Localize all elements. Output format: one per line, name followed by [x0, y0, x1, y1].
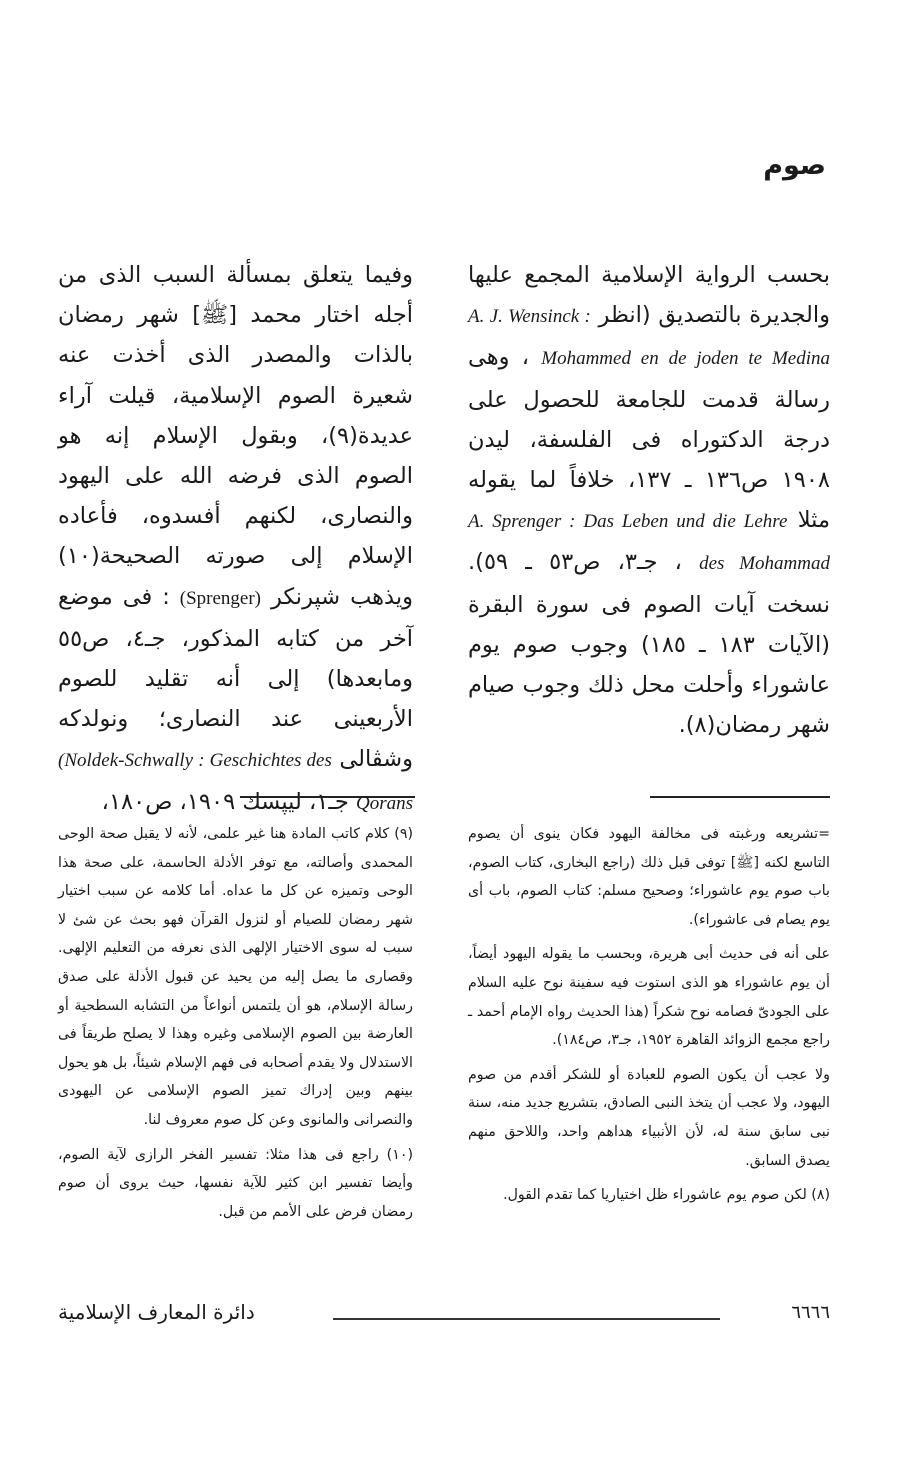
page-number: ٦٦٦٦ [791, 1302, 830, 1323]
body-text: بحسب الرواية الإسلامية المجمع عليها والجديرة بالتصديق (انظر [468, 262, 831, 329]
footnote-divider [650, 796, 830, 798]
main-column-left [58, 255, 413, 824]
page-footer [58, 1300, 830, 1334]
body-text: جـ١، ليپسك ١٩٠٩، ص١٨٠، [101, 788, 349, 815]
footnote: (٩) كلام كاتب المادة هنا غير علمى، لأنه لا يقبل صحة الوحى المحمدى وأصالته، مع توفر الأدلة الحاسمة، على صحة هذا الوحى وتميزه عن كل ما عداه. أما كلامه عن سبب اختيار شهر رمضان للصيام أو لنزول القرآن فهو بحث عن شئ لا سبب له سوى الاختيار الإلهى الذى نعرفه من التعليم الإلهى. وقصارى ما يصل إليه من يحيد عن قبول الأدلة على صدق رسالة الإسلام، هو أن يلتمس أنواعاً من التشابه السطحية أو العارضة بين الصوم الإسلامى وغيره وهذا لا يصلح طريقاً فى الاستدلال ولا يقدم أصحابه فى فهم الإسلام شيئاً، بل هو يحول بينهم وبين إدراك تميز الصوم الإسلامى عن اليهودى والنصرانى والمانوى وعن كل صوم معروف لنا. [58, 826, 413, 1128]
footer-rule [333, 1318, 720, 1320]
citation-latin: (Sprenger) [179, 587, 261, 609]
body-text: ، جـ٣، ص٥٣ ـ ٥٩). نسخت آيات الصوم فى سورة البقرة (الآيات ١٨٣ ـ ١٨٥) وجوب صوم يوم عاشوراء وأحلت محل ذلك وجوب صيام شهر رمضان(٨). [468, 549, 830, 739]
publication-title: دائرة المعارف الإسلامية [58, 1300, 255, 1324]
footnote: ولا عجب أن يكون الصوم للعبادة أو للشكر أقدم من صوم اليهود، ولا عجب أن يتخذ النبى الصادق، بتشريع جديد منه، سنة نبى سابق سنة له، لأن الأنبياء هداهم واحد، واللاحق منهم يصدق السابق. [468, 1066, 830, 1169]
running-head: صوم [763, 150, 826, 181]
footnotes-left [58, 820, 413, 1232]
citation-latin: A. Sprenger : Das Leben und die Lehre des Mohammad [468, 511, 830, 575]
footnote: =تشريعه ورغبته فى مخالفة اليهود فكان ينوى أن يصوم التاسع لكنه [ﷺ] توفى قبل ذلك (راجع البخارى، كتاب الصوم، باب صوم يوم عاشوراء؛ وصحيح مسلم: كتاب الصوم، باب أى يوم يصام فى عاشوراء). [468, 826, 830, 928]
footnote: (٨) لكن صوم يوم عاشوراء ظل اختياريا كما تقدم القول. [503, 1187, 830, 1204]
body-text: ، وهى رسالة قدمت للجامعة للحصول على درجة الدكتوراه فى الفلسفة، ليدن ١٩٠٨ ص١٣٦ ـ ١٣٧، خلافاً لما يقوله مثلا [468, 344, 831, 534]
body-text: : فى موضع آخر من كتابه المذكور، جـ٤، ص٥٥ ومابعدها) إلى أنه تقليد للصوم الأربعينى عند النصارى؛ ونولدكه وشڤالى [58, 583, 413, 773]
footnote: على أنه فى حديث أبى هريرة، وبحسب ما يقوله اليهود أيضاً، أن يوم عاشوراء هو الذى استوت فيه سفينة نوح عليه السلام على الجودىّ فصامه نوح شكراً (هذا الحديث رواه الإمام أحمد ـ راجع مجمع الزوائد القاهرة ١٩٥٢، جـ٣، ص١٨٤). [468, 946, 830, 1049]
citation-latin: (Noldek-Schwally : Geschichtes des Qorans [58, 750, 413, 814]
footnote: (١٠) راجع فى هذا مثلا: تفسير الفخر الرازى لآية الصوم، وأيضا تفسير ابن كثير للآية نفسها، حيث يروى أن صوم رمضان فرض على الأمم من قبل. [58, 1146, 413, 1220]
main-column-right [468, 255, 830, 745]
footnote-divider [240, 796, 415, 798]
footnotes-right [468, 820, 830, 1216]
body-text: وفيما يتعلق بمسألة السبب الذى من أجله اختار محمد [ﷺ] شهر رمضان بالذات والمصدر الذى أخذت عنه شعيرة الصوم الإسلامية، قيلت آراء عديدة(٩)، وبقول الإسلام إنه هو الصوم الذى فرضه الله على اليهود والنصارى، لكنهم أفسدوه، فأعاده الإسلام إلى صورته الصحيحة(١٠) ويذهب شپرنكر [58, 262, 413, 610]
citation-latin: A. J. Wensinck : Mohammed en de joden te Medina [468, 306, 830, 370]
